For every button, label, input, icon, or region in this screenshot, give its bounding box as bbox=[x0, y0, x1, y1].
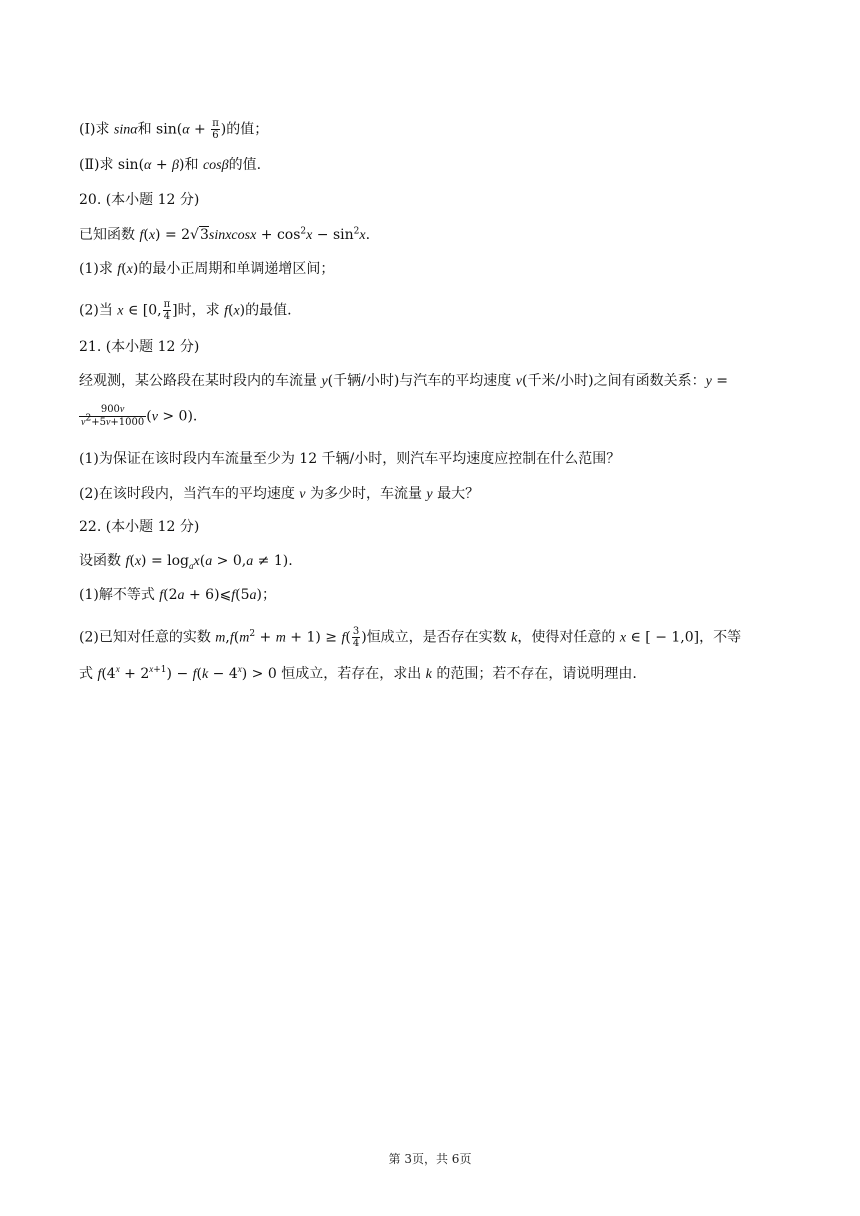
q21-header: 21. (本小题 12 分) bbox=[79, 339, 200, 355]
fraction-3-4: $\frac{3}{4}$ bbox=[352, 626, 360, 649]
q20-header: 20. (本小题 12 分) bbox=[79, 192, 200, 208]
q21-part1: (1)为保证在该时段内车流量至少为 12 千辆/小时，则汽车平均速度应控制在什么范围？ bbox=[79, 451, 621, 467]
q21-part2: (2)在该时段内，当汽车的平均速度 v 为多少时，车流量 y 最大？ bbox=[79, 486, 480, 502]
q22-part2: (2)已知对任意的实数 $m,f(m^2 + m + 1) \ge f$( $\frac{3}{4}$ )恒成立，是否存在实数 k，使得对任意的 x ∈ [ − 1,0]，不等 bbox=[79, 626, 742, 649]
q19-part2: (Ⅱ)求 sin(α + β)和 cosβ的值. bbox=[79, 157, 262, 173]
q21-intro: 经观测，某公路段在某时段内的车流量 y(千辆/小时)与汽车的平均速度 v(千米/小时)之间有函数关系：y = bbox=[79, 373, 729, 389]
q21-formula: $\frac{900v}{v^2+5v+1000}$ (v > 0). bbox=[81, 404, 198, 428]
q22-header: 22. (本小题 12 分) bbox=[79, 519, 200, 535]
q20-part2: (2)当 x ∈ [0, $\frac{\pi}{4}$ ]时，求 f(x)的最值. bbox=[79, 299, 292, 322]
fraction-pi-6: $\frac{\pi}{6}$ bbox=[212, 118, 219, 141]
page-footer: 第 3页，共 6页 bbox=[388, 1152, 472, 1166]
q22-part1: (1)解不等式 f(2a + 6)⩽f(5a)； bbox=[79, 587, 277, 603]
fraction-pi-4: $\frac{\pi}{4}$ bbox=[163, 299, 171, 322]
q22-intro: 设函数 $f(x) = \log_ax(a > 0,a \ne 1)$. bbox=[79, 553, 293, 571]
fraction-flow-formula: $\frac{900v}{v^2+5v+1000}$ bbox=[81, 404, 145, 428]
q20-intro: 已知函数 f(x) = 2√3sinxcosx + $\cos^2x - \sin^2x$. bbox=[79, 226, 371, 243]
q22-part2-continued: 式 $f(4^x + 2^{x+1}) - f(k - 4^x) > 0$ 恒成立，若存在，求出 k 的范围；若不存在，请说明理由. bbox=[79, 664, 637, 682]
q20-part1: (1)求 f(x)的最小正周期和单调递增区间； bbox=[79, 261, 335, 277]
q19-part1: (Ⅰ)求 sinα和 sin(α + $\frac{\pi}{6}$ )的值； bbox=[79, 118, 269, 141]
